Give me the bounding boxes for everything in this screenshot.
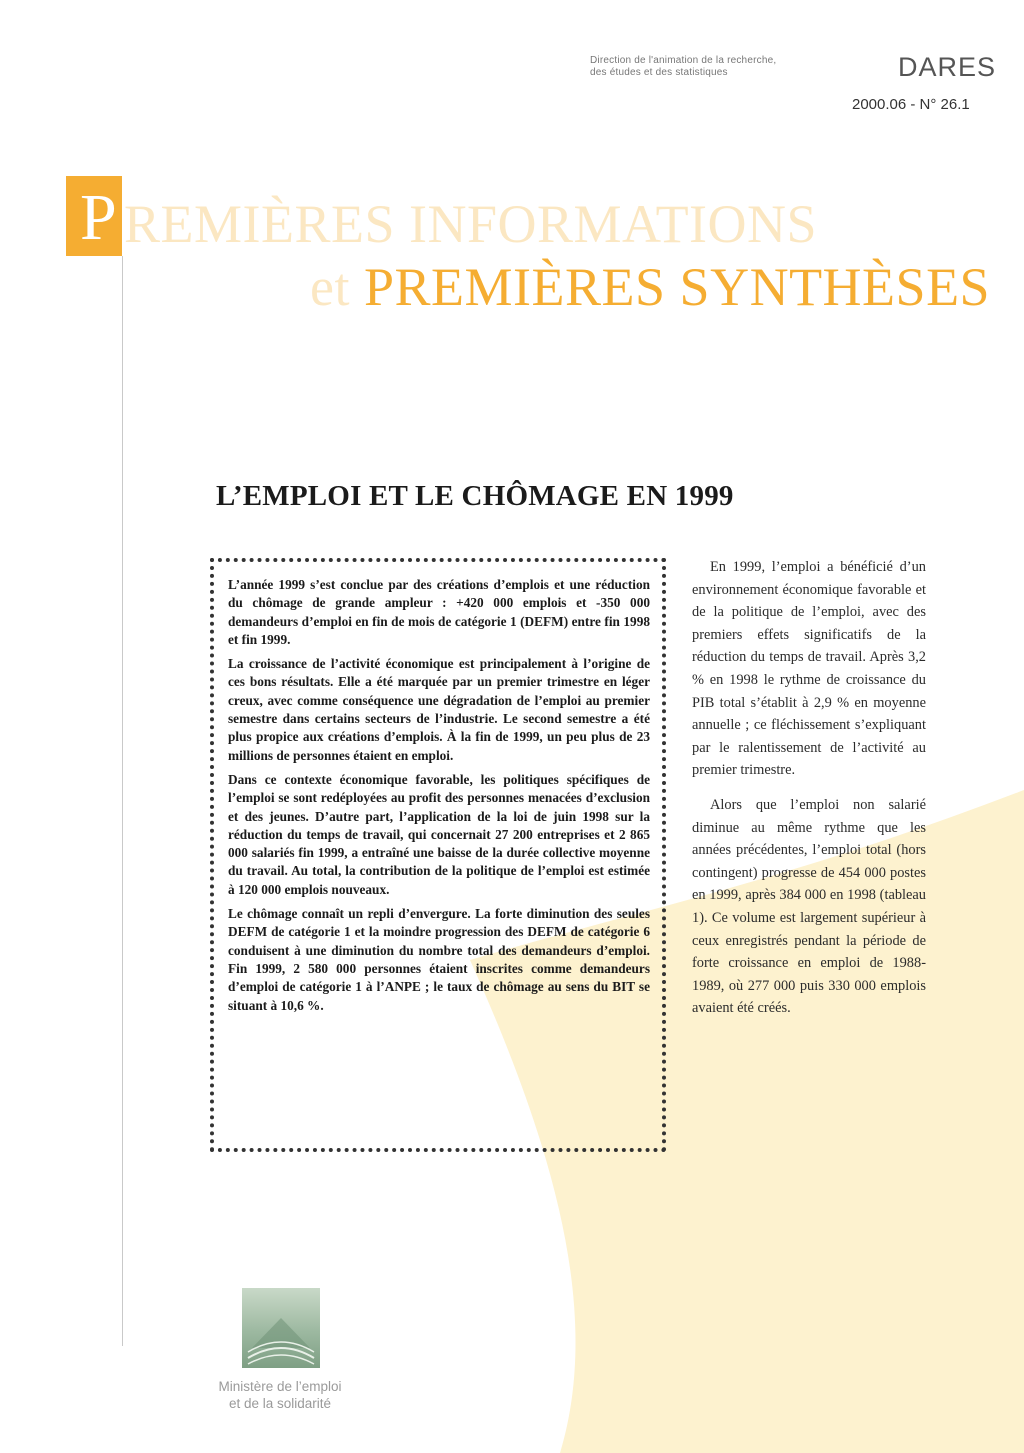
- issue-number: 2000.06 - N° 26.1: [852, 96, 970, 113]
- vertical-rule: [122, 256, 123, 1346]
- ministry-logo: [242, 1288, 320, 1368]
- article-title: L’EMPLOI ET LE CHÔMAGE EN 1999: [216, 480, 734, 512]
- series-title-line-1: REMIÈRES INFORMATIONS: [124, 194, 818, 254]
- logo-graphic: [242, 1288, 320, 1368]
- summary-box: [210, 558, 666, 1152]
- summary-paragraph: L’année 1999 s’est conclue par des créations d’emplois et une réduction du chômage de grande ampleur : +420 000 emplois et -350 000 demandeurs d’emploi en fin de mois de catégorie 1 (DEFM) entre fin 1998 et fin 1999.: [228, 577, 650, 647]
- ministry-line-2: et de la solidarité: [228, 1396, 332, 1411]
- series-title-line-2: [310, 257, 990, 317]
- directorate-line-1: Direction de l'animation de la recherche,: [590, 55, 777, 66]
- summary-paragraph: La croissance de l’activité économique est principalement à l’origine de ces bons résultats. Elle a été marquée par un premier trimestre en léger creux, avec comme conséquence une dégradation de l’emploi au premier semestre dans certains secteurs de l’industrie. Le second semestre a été plus propice aux créations d’emplois. À la fin de 1999, un peu plus de 23 millions de personnes étaient en emploi.: [228, 656, 650, 763]
- body-column: [692, 556, 926, 1032]
- directorate-name: [590, 55, 850, 79]
- summary-paragraph: Dans ce contexte économique favorable, les politiques spécifiques de l’emploi se sont redéployées au profit des personnes menacées d’exclusion et des jeunes. D’autre part, l’application de la loi de juin 1998 sur la réduction du temps de travail, qui concernait 27 200 entreprises et 2 865 000 salariés fin 1999, a entraîné une baisse de la durée collective moyenne du travail. Au total, la contribution de la politique de l’emploi est estimée à 120 000 emplois nouveaux.: [228, 771, 650, 897]
- summary-paragraph: Le chômage connaît un repli d’envergure. La forte diminution des seules DEFM de catégorie 1 et la moindre progression des DEFM de catégorie 6 conduisent à une diminution du nombre total des demandeurs d’emploi. Fin 1999, 2 580 000 personnes étaient inscrites comme demandeurs d’emploi de catégorie 1 à l’ANPE ; le taux de chômage au sens du BIT se situant à 10,6 %.: [228, 906, 650, 1013]
- org-name: DARES: [898, 52, 997, 82]
- series-title-line-2-text: PREMIÈRES SYNTHÈSES: [363, 257, 991, 317]
- body-paragraph: Alors que l’emploi non salarié diminue au même rythme que les années précédentes, l’emploi total (hors contingent) progresse de 454 000 postes en 1999, après 384 000 en 1998 (tableau 1). Ce volume est largement supérieur à ceux enregistrés pendant la période de forte croissance en emploi de 1988-1989, où 277 000 puis 330 000 emplois avaient été créés.: [692, 796, 926, 1017]
- body-paragraph: En 1999, l’emploi a bénéficié d’un environnement économique favorable et de la politique de l’emploi, avec des premiers effets significatifs de la réduction du temps de travail. Après 3,2 % en 1998 le rythme de croissance du PIB total s’établit à 2,9 % en moyenne annuelle ; ce fléchissement s’expliquant par le ralentissement de l’activité au premier trimestre.: [692, 559, 926, 779]
- ministry-name: [190, 1378, 370, 1412]
- ministry-line-1: Ministère de l’emploi: [218, 1379, 342, 1394]
- series-initial: P: [80, 181, 117, 254]
- series-title-connector: et: [310, 257, 350, 317]
- directorate-line-2: des études et des statistiques: [590, 67, 728, 78]
